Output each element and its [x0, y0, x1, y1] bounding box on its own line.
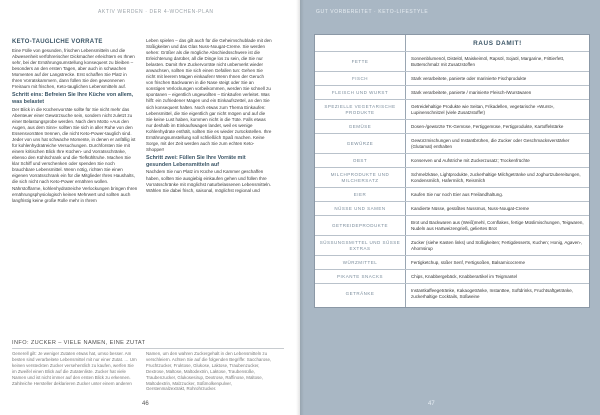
- info-text-b: Namen, um den wahren Zuckergehalt in den Lebensmitteln zu verschleiern. Achten Sie auf die folgenden Begriffe: Saccharose, Fruchtzucker, Fruktose, Glukose, Laktose, Traubenzucker, Dextrose, Maltose, Maltodextrin, Laktose, Traubensüße, Traubenzucker, Glukosesirup, Dextrose, Raffinose, Maltose, Maltodextrin, Malzzucker, Süßmolkenpulver, Gerstenmalzextrakt, Rohrohrzucker.: [146, 351, 272, 392]
- table-row-category: NÜSSE UND SAMEN: [334, 206, 386, 212]
- info-box: [0, 340, 290, 400]
- table-row: [315, 167, 589, 188]
- article-intro: Eine Fülle von gesunden, frischen Lebensmitteln und die Abwesenheit verführerischer Dickmacher erleichtern es Ihnen sehr, bei der Ernährungsumstellung konsequent zu bleiben – besonders an den ersten Tagen, aber auch in schwachen Momenten auf der Langstrecke. Erst schaffen Sie Platz in Ihren Vorratskammern, dann füllen Sie den gewonnenen Freiraum mit frischen, Keto-tauglichen Lebensmitteln auf.: [12, 48, 135, 90]
- table-row-category: MILCHPRODUKTE UND MILCHERSATZ: [330, 172, 390, 183]
- table-row: [315, 71, 589, 86]
- table-title: RAUS DAMIT!: [473, 39, 522, 47]
- table-row-category: WÜRZMITTEL: [342, 260, 378, 266]
- table-row-description: Getreidehaltige Produkte wie Seitan, Frikadellen, vegetarische »Wurst«, Lupinenschnitzel (viele Zusatzstoffe!): [411, 104, 555, 115]
- table-row: [315, 255, 589, 270]
- table-row-description: Konserven und Aufstriche mit Zuckerzusatz; Trockenfrüchte: [411, 158, 530, 164]
- table-row: [315, 269, 589, 284]
- table-row: [315, 215, 589, 236]
- article-body-3: Nachdem Sie nun Platz im Küche und Kammer geschaffen haben, sollten Sie ausgiebig einkaufen gehen und füllen Ihre Vorratsschränke mit möglichst naturbelassenen Lebensmitteln. Wählen Sie dabei frisch, saisonal, möglichst regional und: [146, 169, 272, 193]
- table-row: [315, 51, 589, 72]
- table-row-description: Sonnenblumenöl, Distelöl, Maiskeimöl, Rapsöl, Sojaöl, Margarine, Frittierfett, Butterschmalz mit Zusatzstoffen: [411, 56, 565, 67]
- table-row-category: FISCH: [352, 76, 368, 82]
- table-row-description: Chips, Knabbergebäck, Knabberartikel im Teigmantel: [411, 274, 517, 280]
- article-body-2: Leben spielen – das gilt auch für die Geheimschublade mit den Süßigkeiten und das Glas Nuss-Nougat-Creme. Sie werden sehen: Größer als die mögliche Abschiedsschwere ist die Erleichterung darüber, all die Dinge los zu sein, die Sie nur belasten. Damit Ihre Zuckervorräte nicht unbemerkt wieder anwachsen, sollten Sie sich einen Gefallen tun: Gehen Sie nicht mit leerem Magen einkaufen! Wenn Ihnen der Geruch von frischen Backwaren in die Nase steigt oder Sie an sonstigen Verlockungen vorbeikommen, werden Sie schnell zu spontanen – eigentlich ungewollten – Einkäufen verleitet. Was hilft: ein zufriedener Magen und ein Einkaufszettel, an den Sie sich konsequent halten. Noch etwas zum Thema Einkaufen: Lebensmittel, die Sie eigentlich gar nicht mögen und auf die Sie keine Lust haben, kommen nicht in die Tüte. Falls etwas nur deshalb im Einkaufswagen landet, weil es wenige Kohlenhydrate enthält, sollten Sie es wieder zurückstellen. Ihre Ernährungsumstellung soll schließlich Spaß machen. Keine Sorge, mit der Zeit werden auch Sie zum echten Keto-Shopper!: [146, 38, 272, 152]
- table-row-description: Instantkaffeegetränke, Kakaogetränke, Instanttee, Softdrinks, Fruchtsaftgetränke, zuckerhaltige Cocktails, Süßweine: [411, 288, 574, 299]
- table-row-description: Stark verarbeitete, panierte oder marinierte Fischprodukte: [411, 76, 527, 82]
- table-row-description: Fertigketchup, süßer Senf, Fertigsoßen, Balsamicocreme: [411, 260, 526, 266]
- table-row-category: SPEZIELLE VEGETARISCHE PRODUKTE: [324, 104, 396, 115]
- table-row: [315, 201, 589, 216]
- table-row: [315, 85, 589, 100]
- table-row: [315, 119, 589, 134]
- right-page: [300, 0, 600, 415]
- step1-heading: Schritt eins: Befreien Sie Ihre Küche von allem, was belastet: [12, 92, 134, 106]
- table-row-category: EIER: [353, 192, 367, 198]
- page-number-right: 47: [428, 401, 435, 407]
- table-row-category: OBST: [352, 158, 368, 164]
- article-column-1: [12, 38, 138, 338]
- table-row-category: GEMÜSE: [348, 124, 372, 130]
- table-row: [315, 187, 589, 202]
- book-gutter: [296, 0, 304, 415]
- raus-damit-table: [314, 34, 590, 308]
- table-row-category: GEWÜRZE: [346, 141, 374, 147]
- table-row-category: FLEISCH UND WURST: [331, 90, 389, 96]
- table-row-category: FETTE: [351, 59, 369, 65]
- article-column-2: [146, 38, 272, 338]
- table-row-description: Kandierte Nüsse, gesüßtes Nussmus, Nuss-Nougat-Creme: [411, 206, 530, 212]
- table-row-description: Brot und Backwaren aus (Weiß)mehl, Cornflakes, fertige Müslimischungen, Teigwaren, Nudeln aus Hartweizengrieß, geliertes Brot: [411, 220, 584, 231]
- table-row-description: Stark verarbeitete, panierte / marinierte Fleisch-/Wurstwaren: [411, 90, 532, 96]
- table-row-description: Schmelzkäse, Lightprodukte, zuckerhaltige Milchgetränke und Joghurtzubereitungen, Kondensmilch, Hafermilch, Reismilch: [411, 172, 581, 183]
- table-row-description: Zucker (siehe Kasten links) und Süßigkeiten; Fertigdesserts, Kuchen; Honig, Agaven-, Ahornsirup: [411, 240, 583, 251]
- table-row: [315, 235, 589, 256]
- table-row-description: Kaufen Sie nur noch Eier aus Freilandhaltung.: [411, 192, 504, 198]
- page-number-left: 46: [142, 401, 149, 407]
- running-header-right: GUT VORBEREITET · KETO-LIFESTYLE: [316, 9, 429, 15]
- table-row-description: Dosen-/gewürzte TK-Gemüse, Fertiggemüse, Fertigprodukte, Kartoffelstärke: [411, 124, 564, 130]
- article-body-1: Der Blick in die Küchenvorräte sollte für Sie nicht mehr das Abenteuer einer Gewürzsuche sein, sondern nicht zuletzt zu einer Belastungsprobe werden. Nach dem Motto »Aus den Augen, aus dem Sinn« sollten Sie sich in aller Ruhe von den Essensvorräten trennen, die nicht Keto-Power-tauglich sind. Jeder von uns hat schwache Momente, in denen er anfällig ist für kohlenhydratreiche Versuchungen. Durchforsten Sie mit einem kritischen Blick Ihre Küchen- und Vorratsschränke, ebenso den Kühlschrank und die Tiefkühltruhe. Machen Sie klar Schiff und verschenken oder spenden Sie noch brauchbare Lebensmittel. Wenn nötig, richten Sie einen eigenen Vorratsschrank ein für die Mitglieder Ihres Haushalts, die sich nicht nach Keto-Power ernähren wollen. Nährstoffarme, kohlenhydratreiche Verlockungen bringen Ihren ernährungsphysiologisch keinen Mehrwert und sollten auch langfristig keine große Rolle mehr in Ihrem: [12, 106, 138, 203]
- article-heading: KETO-TAUGLICHE VORRÄTE: [12, 39, 103, 45]
- table-row: [315, 153, 589, 168]
- running-header-left: AKTIV WERDEN · DER 4-WOCHEN-PLAN: [98, 9, 214, 15]
- table-row-category: PIKANTE SNACKS: [336, 274, 383, 280]
- table-row: [315, 99, 589, 120]
- info-divider: [12, 348, 284, 349]
- step2-heading: Schritt zwei: Füllen Sie Ihre Vorräte mit gesunden Lebensmitteln auf: [146, 154, 246, 168]
- table-row-category: GETREIDEPRODUKTE: [331, 223, 388, 229]
- table-row-category: GETRÄNKE: [345, 291, 375, 297]
- table-row: [315, 283, 589, 304]
- table-row-category: SÜSSUNGSMITTEL UND SÜSSE EXTRAS: [319, 240, 401, 251]
- table-row-description: Gewürzmischungen und Instantbrühen, die Zucker oder Geschmacksverstärker (Glutamat) enthalten: [411, 138, 570, 149]
- table-row: [315, 133, 589, 154]
- info-text-a: Generell gilt: Je weniger Zutaten etwas hat, umso besser. Am besten sind verarbeitete Lebensmittel mit nur einer Zutat. … Um keinen versteckten Zucker versehentlich zu kaufen, werfen Sie im Zweifel einen Blick auf die Zutatenliste. Zucker hat viele Namen und ist nicht immer auf den ersten Blick zu erkennen. Zahlreiche Hersteller deklarieren Zucker unter einem anderen: [12, 351, 137, 386]
- info-title: INFO: ZUCKER – VIELE NAMEN, EINE ZUTAT: [12, 340, 146, 346]
